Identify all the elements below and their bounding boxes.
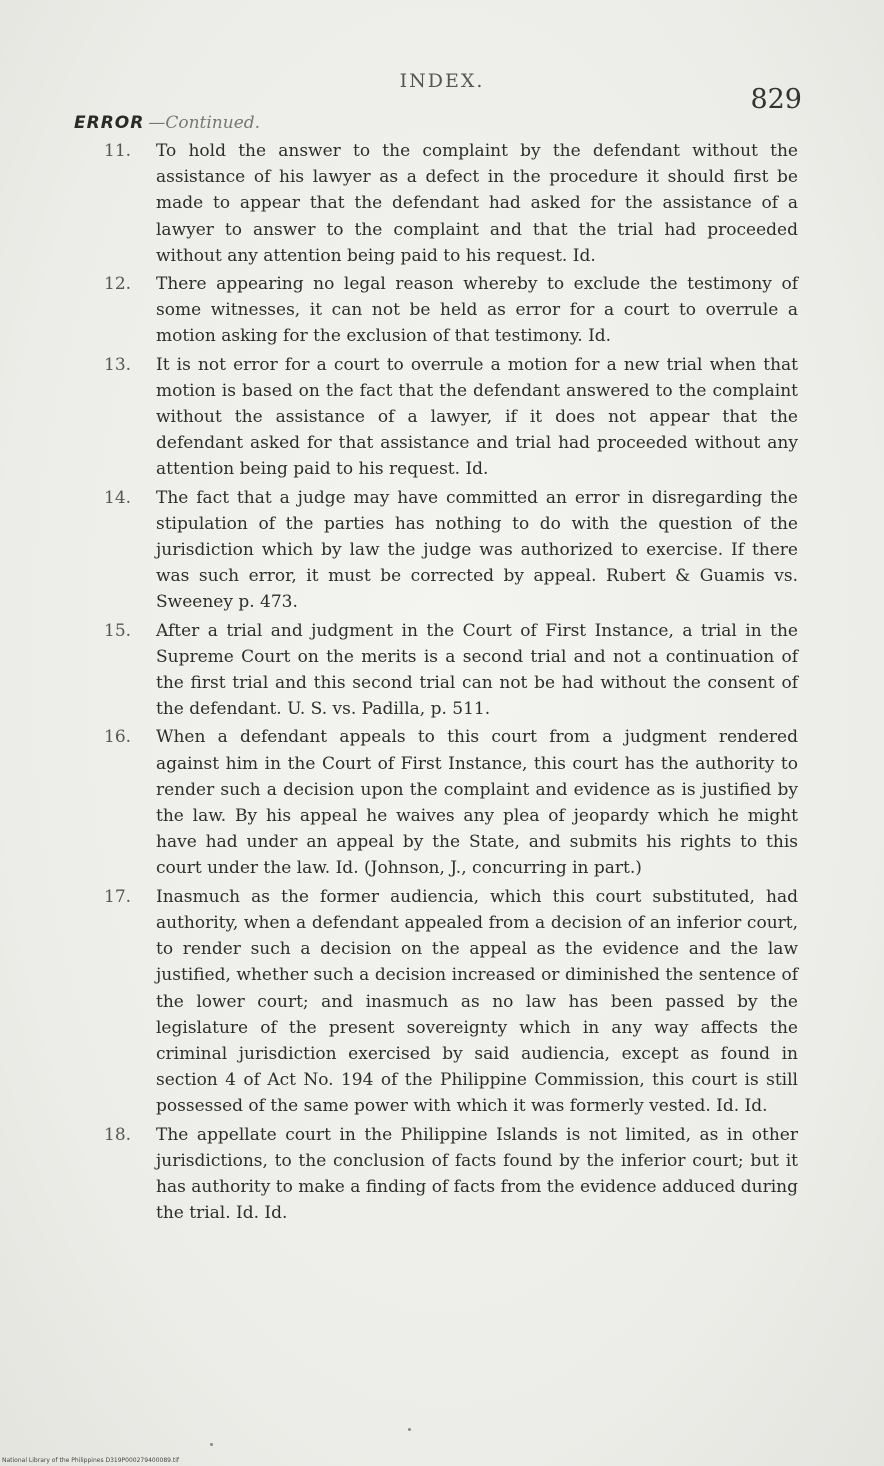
entry-number: 12. bbox=[104, 274, 132, 295]
entry-number: 13. bbox=[104, 354, 132, 375]
entry-text: When a defendant appeals to this court from a judgment rendered against him in the Court of First Instance, this court has the authority to render such a decision upon the complaint and evidence as is justified by the law. By his appeal he waives any plea of jeopardy which he might have had under an appeal by the State, and submits his rights to this court under the law. Id. (Johnson, J., concurring in part.) bbox=[156, 727, 798, 879]
index-entry bbox=[104, 724, 798, 881]
entry-text: To hold the answer to the complaint by the defendant without the assistance of his lawyer as a defect in the procedure it should first be made to appear that the defendant had asked for the assistance of a lawyer to answer to the complaint and that the trial had proceeded without any attention being paid to his request. Id. bbox=[156, 141, 798, 266]
entry-number: 18. bbox=[104, 1124, 132, 1145]
entry-number: 15. bbox=[104, 620, 132, 641]
index-entry bbox=[104, 138, 798, 269]
scan-speck bbox=[210, 1443, 213, 1446]
section-continued-label: —Continued. bbox=[148, 113, 261, 133]
page-number: 829 bbox=[750, 84, 802, 115]
entry-text: The appellate court in the Philippine Islands is not limited, as in other jurisdictions, to the conclusion of facts found by the inferior court; but it has authority to make a finding of facts from the evidence adduced during the trial. Id. Id. bbox=[156, 1124, 798, 1224]
section-heading bbox=[74, 113, 260, 133]
index-entry bbox=[104, 271, 798, 350]
entry-text: There appearing no legal reason whereby to exclude the testimony of some witnesses, it can not be held as error for a court to overrule a motion asking for the exclusion of that testimony. Id. bbox=[156, 274, 798, 347]
entry-number: 16. bbox=[104, 727, 132, 748]
entry-text: The fact that a judge may have committed an error in disregarding the stipulation of the parties has nothing to do with the question of the jurisdiction which by law the judge was authorized to exercise. If there was such error, it must be corrected by appeal. Rubert & Guamis vs. Sweeney p. 473. bbox=[156, 487, 798, 613]
entry-text: After a trial and judgment in the Court of First Instance, a trial in the Supreme Court on the merits is a second trial and not a continuation of the first trial and this second trial can not be had without the consent of the defendant. U. S. vs. Padilla, p. 511. bbox=[156, 620, 798, 720]
entry-text: Inasmuch as the former audiencia, which this court substituted, had authority, when a defendant appealed from a decision of an inferior court, to render such a decision on the appeal as the evidence and the law justified, whether such a decision increased or diminished the sentence of the lower court; and inasmuch as no law has been passed by the legislature of the present sovereignty which in any way affects the criminal jurisdiction exercised by said audiencia, except as found in section 4 of Act No. 194 of the Philippine Commission, this court is still possessed of the same power with which it was formerly vested. Id. Id. bbox=[156, 886, 798, 1117]
entry-number: 11. bbox=[104, 141, 132, 161]
index-entry bbox=[104, 352, 798, 483]
scan-footer-note: National Library of the Philippines D319P000279400089.tif bbox=[2, 1457, 180, 1464]
index-entry bbox=[104, 884, 798, 1120]
section-heading-word: ERROR bbox=[74, 113, 145, 133]
scan-speck bbox=[408, 1428, 411, 1431]
entry-text: It is not error for a court to overrule a motion for a new trial when that motion is based on the fact that the defendant answered to the complaint without the assistance of a lawyer, if it does not appear that the defendant asked for that assistance and trial had proceeded without any attention being paid to his request. Id. bbox=[156, 354, 798, 480]
entry-number: 17. bbox=[104, 886, 132, 907]
index-entry bbox=[104, 1122, 798, 1227]
index-entry bbox=[104, 618, 798, 723]
entry-number: 14. bbox=[104, 487, 132, 508]
running-header: INDEX. bbox=[399, 70, 485, 92]
index-entries bbox=[104, 138, 798, 1228]
index-entry bbox=[104, 485, 798, 616]
